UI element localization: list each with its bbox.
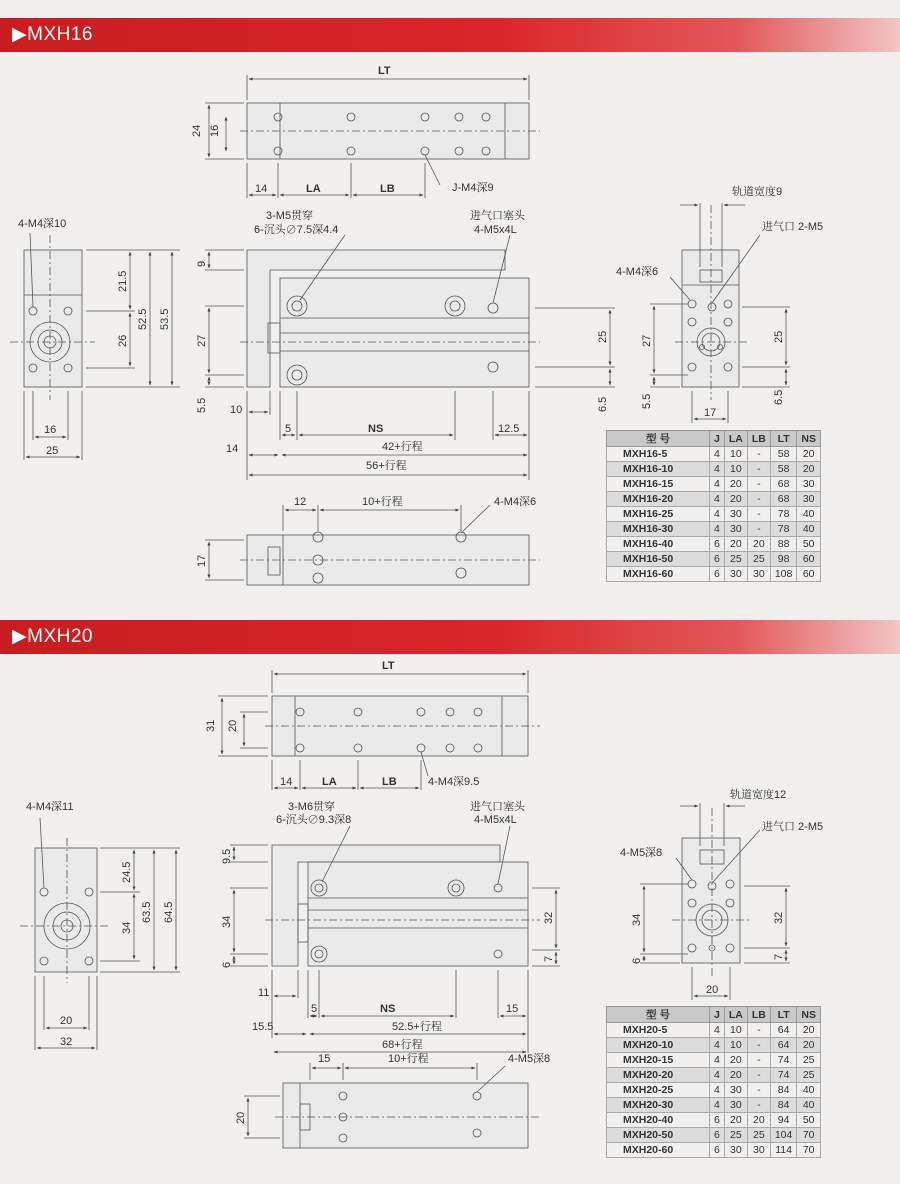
table-cell: MXH20-40 — [607, 1113, 710, 1128]
section-banner-mxh16 — [0, 18, 900, 52]
table-cell: 20 — [724, 492, 747, 507]
dim-31: 31 — [205, 719, 217, 732]
callout-port: 进气口 2-M5 — [762, 221, 824, 233]
table-cell: 78 — [770, 507, 797, 522]
table-cell: - — [747, 1053, 770, 1068]
table-cell: MXH20-50 — [607, 1128, 710, 1143]
dim-12-5: 12.5 — [498, 423, 520, 435]
table-cell: 4 — [710, 1053, 725, 1068]
table-cell: 70 — [797, 1143, 821, 1158]
callout-plug1: 进气口塞头 — [470, 210, 525, 222]
table-cell: 78 — [770, 522, 797, 537]
table-cell: MXH20-5 — [607, 1023, 710, 1038]
table-cell: 84 — [770, 1098, 797, 1113]
dim-b10: 10+行程 — [388, 1053, 429, 1065]
table-cell: 74 — [770, 1068, 797, 1083]
table-cell: MXH16-25 — [607, 507, 710, 522]
dim-b20: 20 — [235, 1111, 247, 1124]
bottom-view — [244, 1063, 540, 1148]
col-la: LA — [724, 431, 747, 447]
callout-plug1: 进气口塞头 — [470, 801, 525, 813]
dim-b12: 12 — [294, 496, 307, 508]
callout-left-tap: 4-M4深10 — [18, 218, 67, 230]
dim-side-6: 6 — [221, 961, 233, 968]
dim-25: 25 — [597, 330, 609, 343]
callout-thru2: 6-沉头∅7.5深4.4 — [254, 224, 339, 236]
dim-end-20: 20 — [706, 984, 719, 996]
table-cell: 60 — [797, 567, 821, 582]
table-cell: 40 — [797, 1083, 821, 1098]
dim-6-5: 6.5 — [597, 396, 609, 412]
col-j: J — [710, 431, 725, 447]
table-cell: MXH16-20 — [607, 492, 710, 507]
table-cell: MXH16-10 — [607, 462, 710, 477]
callout-b-tap: 4-M5深8 — [508, 1053, 551, 1065]
table-cell: 64 — [770, 1038, 797, 1053]
col-ns: NS — [797, 431, 821, 447]
dim-end-6: 6 — [631, 957, 643, 964]
dim-26: 26 — [117, 334, 129, 347]
dim-5: 5 — [311, 1003, 318, 1015]
table-cell: - — [747, 1083, 770, 1098]
table-cell: 10 — [724, 462, 747, 477]
dim-16: 16 — [209, 124, 221, 137]
table-cell: 30 — [747, 567, 770, 582]
dim-ns: NS — [368, 423, 384, 435]
table-cell: 98 — [770, 552, 797, 567]
dim-53-5: 53.5 — [159, 308, 171, 330]
dim-64-5: 64.5 — [163, 901, 175, 923]
table-cell: 20 — [724, 1068, 747, 1083]
left-end-view — [10, 233, 180, 460]
table-cell: - — [747, 447, 770, 462]
spec-table-mxh20 — [606, 1006, 821, 1158]
callout-left-tap: 4-M4深11 — [26, 801, 74, 813]
dim-end-5-5: 5.5 — [641, 393, 653, 409]
dim-10: 10 — [230, 404, 243, 416]
table-cell: MXH16-30 — [607, 522, 710, 537]
section-title: ▶MXH16 — [12, 24, 93, 45]
table-row — [607, 477, 821, 492]
table-row — [607, 537, 821, 552]
col-lt: LT — [770, 1007, 797, 1023]
table-cell: 4 — [710, 477, 725, 492]
dim-24: 24 — [191, 124, 203, 137]
col-ns: NS — [797, 1007, 821, 1023]
dim-lt: LT — [378, 65, 391, 77]
dim-14: 14 — [280, 776, 293, 788]
table-row — [607, 1128, 821, 1143]
table-cell: MXH16-60 — [607, 567, 710, 582]
table-cell: 4 — [710, 492, 725, 507]
table-cell: - — [747, 1038, 770, 1053]
dim-side-34: 34 — [221, 915, 233, 928]
table-cell: 6 — [710, 1143, 725, 1158]
dim-end-32: 32 — [773, 911, 785, 924]
table-cell: 40 — [797, 507, 821, 522]
dim-15-5: 15.5 — [252, 1021, 274, 1033]
table-cell: 20 — [724, 1113, 747, 1128]
table-cell: MXH20-30 — [607, 1098, 710, 1113]
section-title: ▶MXH20 — [12, 626, 93, 647]
spec-table-mxh16 — [606, 430, 821, 582]
table-cell: - — [747, 1068, 770, 1083]
table-cell: 10 — [724, 447, 747, 462]
dim-15: 15 — [506, 1003, 519, 1015]
table-cell: 6 — [710, 552, 725, 567]
table-cell: - — [747, 522, 770, 537]
table-cell: 4 — [710, 1023, 725, 1038]
table-cell: 88 — [770, 537, 797, 552]
table-cell: 4 — [710, 462, 725, 477]
table-cell: 68 — [770, 492, 797, 507]
table-cell: MXH16-50 — [607, 552, 710, 567]
table-cell: 20 — [747, 537, 770, 552]
table-cell: 108 — [770, 567, 797, 582]
table-row — [607, 1053, 821, 1068]
table-cell: 6 — [710, 537, 725, 552]
table-cell: MXH16-15 — [607, 477, 710, 492]
callout-end-tap: 4-M4深6 — [616, 266, 659, 278]
left-end-view — [20, 818, 180, 1050]
col-j: J — [710, 1007, 725, 1023]
callout-thru2: 6-沉头∅9.3深8 — [276, 814, 352, 826]
table-cell: 20 — [797, 462, 821, 477]
dim-la: LA — [322, 776, 337, 788]
dim-b15: 15 — [318, 1053, 331, 1065]
table-row — [607, 1143, 821, 1158]
dim-52-5: 52.5 — [137, 308, 149, 330]
table-cell: 30 — [724, 507, 747, 522]
table-row — [607, 1038, 821, 1053]
table-cell: 10 — [724, 1023, 747, 1038]
callout-j: J-M4深9 — [452, 182, 494, 194]
dim-end-6-5: 6.5 — [773, 389, 785, 405]
table-row — [607, 1098, 821, 1113]
table-cell: - — [747, 1098, 770, 1113]
table-cell: 30 — [797, 492, 821, 507]
table-row — [607, 1083, 821, 1098]
table-cell: - — [747, 1023, 770, 1038]
table-cell: MXH16-5 — [607, 447, 710, 462]
dim-b17: 17 — [196, 554, 208, 567]
dim-14: 14 — [255, 183, 268, 195]
table-cell: 25 — [724, 552, 747, 567]
table-cell: 30 — [747, 1143, 770, 1158]
table-cell: 4 — [710, 1068, 725, 1083]
table-cell: 6 — [710, 1113, 725, 1128]
table-cell: - — [747, 507, 770, 522]
callout-end-tap: 4-M5深8 — [620, 847, 663, 859]
table-cell: 20 — [797, 1023, 821, 1038]
dim-la: LA — [306, 183, 321, 195]
dim-end-27: 27 — [641, 334, 653, 347]
table-cell: - — [747, 462, 770, 477]
dim-end-34: 34 — [631, 913, 643, 926]
dim-9-5: 9.5 — [221, 848, 233, 864]
dim-end-25: 25 — [773, 330, 785, 343]
table-cell: 20 — [724, 477, 747, 492]
callout-b-tap: 4-M4深6 — [494, 496, 537, 508]
table-cell: MXH20-15 — [607, 1053, 710, 1068]
dim-42: 42+行程 — [382, 441, 423, 453]
top-view — [205, 75, 540, 198]
table-cell: 25 — [797, 1068, 821, 1083]
table-cell: 6 — [710, 567, 725, 582]
dim-5-5: 5.5 — [196, 397, 208, 413]
table-cell: 20 — [724, 1053, 747, 1068]
table-cell: 30 — [724, 567, 747, 582]
col-lb: LB — [747, 1007, 770, 1023]
table-cell: 30 — [724, 1098, 747, 1113]
table-cell: 50 — [797, 1113, 821, 1128]
dim-9: 9 — [196, 260, 208, 267]
table-cell: 58 — [770, 462, 797, 477]
table-row — [607, 492, 821, 507]
dim-24-5: 24.5 — [121, 861, 133, 883]
table-row — [607, 1113, 821, 1128]
dim-side-14: 14 — [226, 443, 239, 455]
side-view — [230, 826, 560, 1053]
table-cell: 30 — [724, 1083, 747, 1098]
table-cell: 68 — [770, 477, 797, 492]
table-cell: 4 — [710, 522, 725, 537]
table-cell: - — [747, 477, 770, 492]
col-model: 型 号 — [607, 431, 710, 447]
dim-w16: 16 — [44, 424, 57, 436]
table-cell: 25 — [724, 1128, 747, 1143]
table-cell: 20 — [724, 537, 747, 552]
dim-11: 11 — [258, 987, 270, 999]
table-cell: 40 — [797, 1098, 821, 1113]
callout-tap-top: 4-M4深9.5 — [428, 776, 480, 788]
col-model: 型 号 — [607, 1007, 710, 1023]
table-cell: MXH20-10 — [607, 1038, 710, 1053]
table-cell: 94 — [770, 1113, 797, 1128]
table-cell: 10 — [724, 1038, 747, 1053]
table-cell: 20 — [797, 447, 821, 462]
table-row — [607, 1023, 821, 1038]
table-cell: 30 — [724, 522, 747, 537]
col-lt: LT — [770, 431, 797, 447]
dim-5: 5 — [285, 423, 292, 435]
table-cell: 4 — [710, 1083, 725, 1098]
col-la: LA — [724, 1007, 747, 1023]
dim-lb: LB — [380, 183, 395, 195]
table-cell: 25 — [797, 1053, 821, 1068]
dim-52-5: 52.5+行程 — [392, 1021, 442, 1033]
dim-b10: 10+行程 — [362, 496, 403, 508]
table-cell: 4 — [710, 507, 725, 522]
dim-21-5: 21.5 — [117, 270, 129, 292]
table-cell: 6 — [710, 1128, 725, 1143]
table-cell: 4 — [710, 1098, 725, 1113]
table-cell: MXH20-60 — [607, 1143, 710, 1158]
col-lb: LB — [747, 431, 770, 447]
table-cell: 40 — [797, 522, 821, 537]
dim-side-7: 7 — [543, 955, 555, 962]
dim-w20: 20 — [60, 1015, 73, 1027]
table-row — [607, 567, 821, 582]
table-cell: 25 — [747, 552, 770, 567]
table-cell: 84 — [770, 1083, 797, 1098]
table-cell: 30 — [797, 477, 821, 492]
dim-side-32: 32 — [543, 911, 555, 924]
table-cell: 104 — [770, 1128, 797, 1143]
callout-plug2: 4-M5x4L — [474, 814, 517, 826]
table-row — [607, 447, 821, 462]
dim-w25: 25 — [46, 445, 59, 457]
table-row — [607, 522, 821, 537]
table-cell: 58 — [770, 447, 797, 462]
table-cell: 30 — [724, 1143, 747, 1158]
table-cell: MXH16-40 — [607, 537, 710, 552]
dim-end-17: 17 — [704, 407, 717, 419]
table-cell: 50 — [797, 537, 821, 552]
table-cell: MXH20-20 — [607, 1068, 710, 1083]
dim-56: 56+行程 — [366, 460, 407, 472]
dim-20: 20 — [227, 719, 239, 732]
dim-34: 34 — [121, 921, 133, 934]
table-row — [607, 1068, 821, 1083]
callout-rail: 轨道宽度12 — [730, 789, 787, 801]
table-cell: MXH20-25 — [607, 1083, 710, 1098]
callout-rail: 轨道宽度9 — [732, 186, 783, 198]
bottom-view — [205, 505, 540, 585]
table-cell: 20 — [747, 1113, 770, 1128]
table-cell: 4 — [710, 1038, 725, 1053]
callout-plug2: 4-M5x4L — [474, 224, 517, 236]
table-cell: 114 — [770, 1143, 797, 1158]
table-row — [607, 552, 821, 567]
table-cell: 25 — [747, 1128, 770, 1143]
callout-thru1: 3-M5贯穿 — [266, 210, 314, 222]
end-view — [650, 203, 790, 423]
dim-end-7: 7 — [773, 953, 785, 960]
dim-lt: LT — [382, 660, 395, 672]
table-row — [607, 507, 821, 522]
dim-63-5: 63.5 — [141, 901, 153, 923]
table-cell: 60 — [797, 552, 821, 567]
dim-lb: LB — [382, 776, 397, 788]
table-cell: 20 — [797, 1038, 821, 1053]
table-cell: - — [747, 492, 770, 507]
dim-w32: 32 — [60, 1036, 73, 1048]
dim-68: 68+行程 — [382, 1039, 423, 1051]
callout-port: 进气口 2-M5 — [762, 821, 824, 833]
table-cell: 70 — [797, 1128, 821, 1143]
table-cell: 74 — [770, 1053, 797, 1068]
table-cell: 64 — [770, 1023, 797, 1038]
dim-ns: NS — [380, 1003, 396, 1015]
top-view — [218, 670, 540, 790]
section-banner-mxh20 — [0, 620, 900, 654]
table-row — [607, 462, 821, 477]
dim-27: 27 — [196, 334, 208, 347]
table-cell: 4 — [710, 447, 725, 462]
callout-thru1: 3-M6贯穿 — [288, 801, 336, 813]
